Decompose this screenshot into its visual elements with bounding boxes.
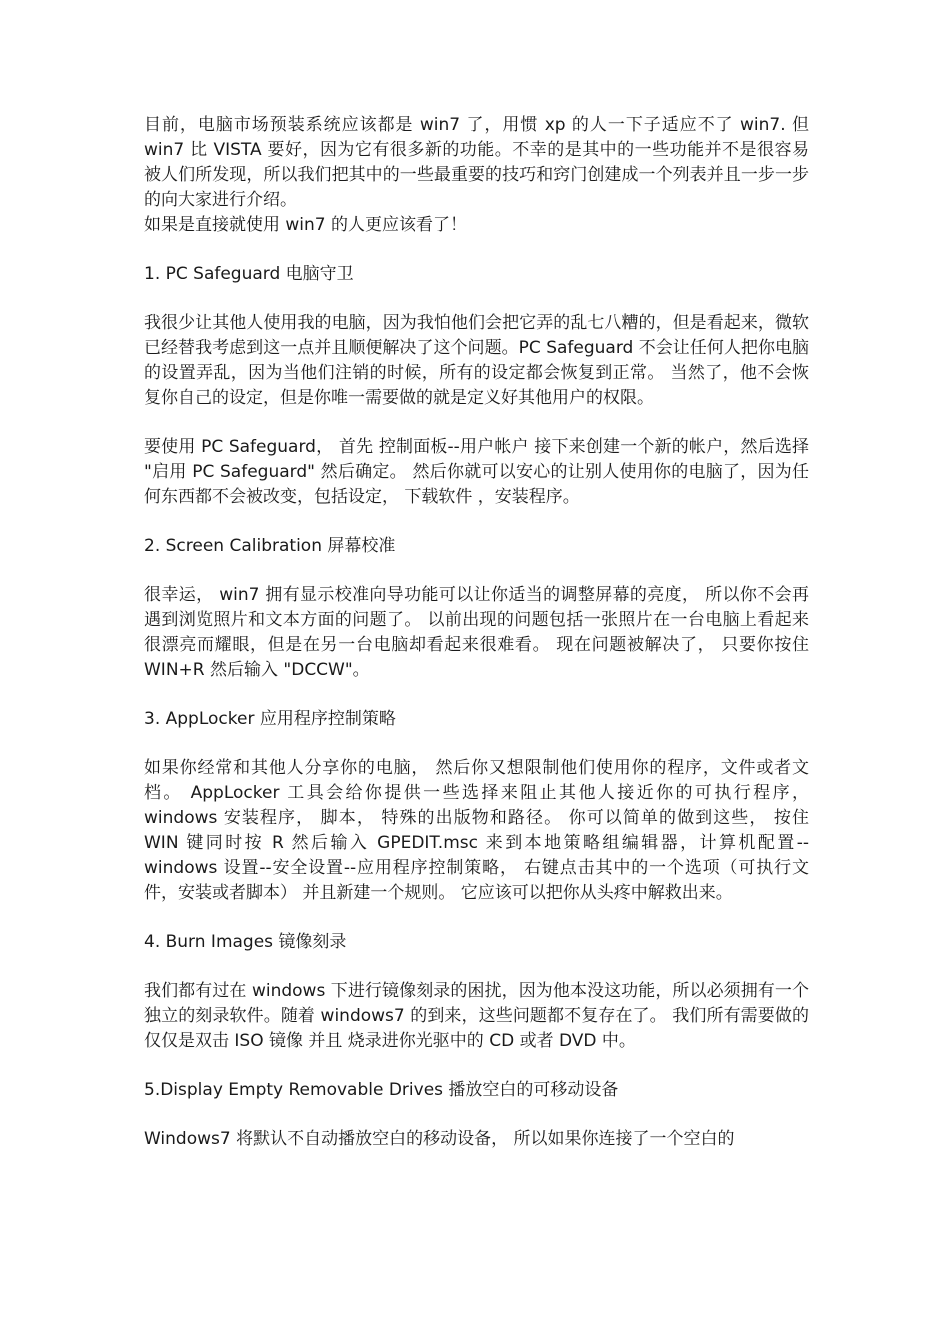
- intro-note: 如果是直接就使用 win7 的人更应该看了！: [144, 215, 468, 235]
- spacer: [144, 510, 809, 534]
- section-heading-5: 5.Display Empty Removable Drives 播放空白的可移动设备: [144, 1080, 619, 1100]
- section-5-paragraph-1: Windows7 将默认不自动播放空白的移动设备， 所以如果你连接了一个空白的: [144, 1129, 735, 1149]
- section-1-paragraph-2: 要使用 PC Safeguard， 首先 控制面板--用户帐户 接下来创建一个新的帐户，然后选择 "启用 PC Safeguard" 然后确定。 然后你就可以安心的让别人使用你的电脑了，因为任何东西都不会被改变，包括设定， 下载软件 ，安装程序。: [144, 437, 809, 507]
- spacer: [144, 238, 809, 262]
- spacer: [144, 1054, 809, 1078]
- intro-paragraph: 目前，电脑市场预装系统应该都是 win7 了，用惯 xp 的人一下子适应不了 win7. 但 win7 比 VISTA 要好，因为它有很多新的功能。不幸的是其中的一些功能并不是很容易被人们所发现，所以我们把其中的一些最重要的技巧和窍门创建成一个列表并且一步一步的向大家进行介绍。: [144, 115, 809, 210]
- section-heading-3: 3. AppLocker 应用程序控制策略: [144, 709, 396, 729]
- spacer: [144, 955, 809, 979]
- document-page: [144, 113, 809, 1152]
- spacer: [144, 732, 809, 756]
- section-1-paragraph-1: 我很少让其他人使用我的电脑，因为我怕他们会把它弄的乱七八糟的，但是看起来，微软已经替我考虑到这一点并且顺便解决了这个问题。PC Safeguard 不会让任何人把你电脑的设置弄乱，因为当他们注销的时候，所有的设定都会恢复到正常。 当然了，他不会恢复你自己的设定，但是你唯一需要做的就是定义好其他用户的权限。: [144, 313, 809, 408]
- section-3-paragraph-1: 如果你经常和其他人分享你的电脑， 然后你又想限制他们使用你的程序，文件或者文档。 AppLocker 工具会给你提供一些选择来阻止其他人接近你的可执行程序，windows 安装程序， 脚本， 特殊的出版物和路径。 你可以简单的做到这些， 按住 WIN 键同时按 R 然后输入 GPEDIT.msc 来到本地策略组编辑器，计算机配置--windows 设置--安全设置--应用程序控制策略， 右键点击其中的一个选项（可执行文件，安装或者脚本） 并且新建一个规则。 它应该可以把你从头疼中解救出来。: [144, 758, 809, 903]
- section-4-paragraph-1: 我们都有过在 windows 下进行镜像刻录的困扰，因为他本没这功能，所以必须拥有一个独立的刻录软件。随着 windows7 的到来，这些问题都不复存在了。 我们所有需要做的仅仅是双击 ISO 镜像 并且 烧录进你光驱中的 CD 或者 DVD 中。: [144, 981, 809, 1051]
- section-2-paragraph-1: 很幸运， win7 拥有显示校准向导功能可以让你适当的调整屏幕的亮度， 所以你不会再遇到浏览照片和文本方面的问题了。 以前出现的问题包括一张照片在一台电脑上看起来很漂亮而耀眼，但是在另一台电脑却看起来很难看。 现在问题被解决了， 只要你按住 WIN+R 然后输入 "DCCW"。: [144, 585, 809, 680]
- spacer: [144, 559, 809, 583]
- section-heading-4: 4. Burn Images 镜像刻录: [144, 932, 347, 952]
- spacer: [144, 287, 809, 311]
- section-heading-1: 1. PC Safeguard 电脑守卫: [144, 264, 354, 284]
- spacer: [144, 1103, 809, 1127]
- section-heading-2: 2. Screen Calibration 屏幕校准: [144, 536, 396, 556]
- spacer: [144, 683, 809, 707]
- spacer: [144, 906, 809, 930]
- spacer: [144, 411, 809, 435]
